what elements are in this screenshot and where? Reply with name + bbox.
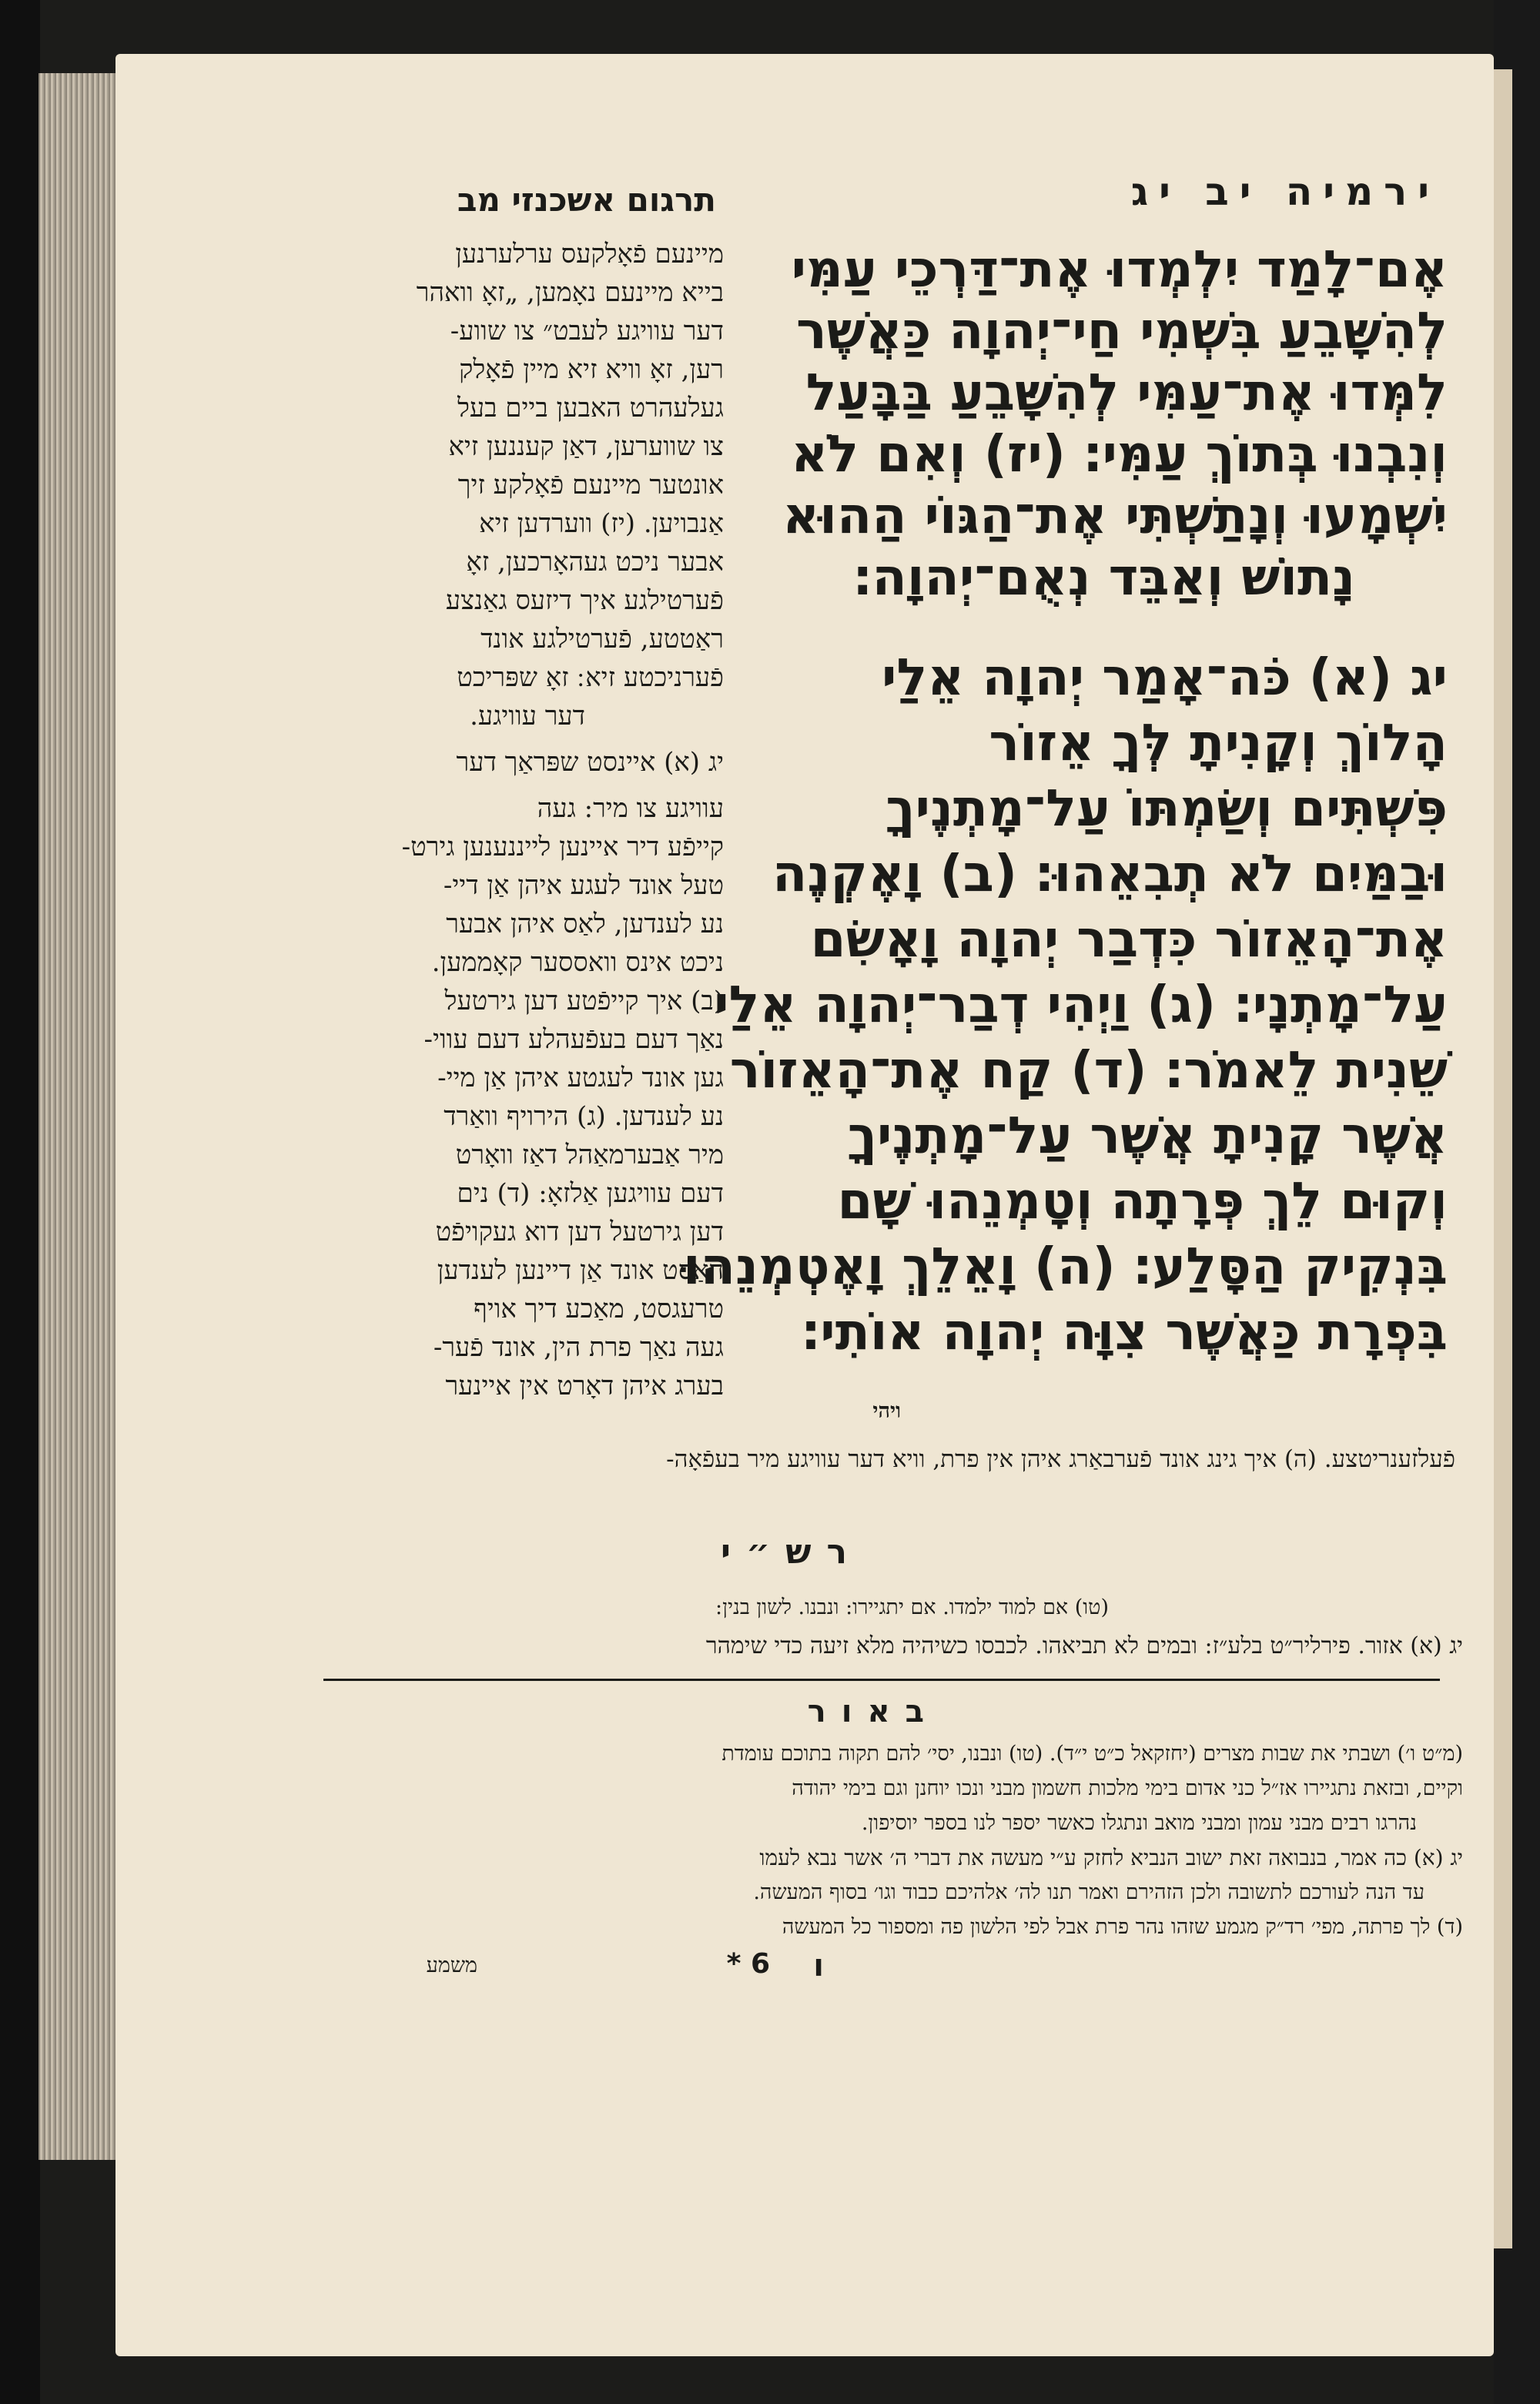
- translation-line: פֿערטילגע איך דיזעס גאַנצע: [445, 585, 724, 616]
- hebrew-line: פִּשְׁתִּים וְשַׂמְתּוֹ עַל־מָתְנֶיךָ: [886, 778, 1448, 838]
- translation-line: האַסט אונד אַן דיינען לענדען: [437, 1255, 724, 1286]
- translation-line: רען, זאָ וויא זיא מיין פֿאָלק: [459, 354, 724, 385]
- hebrew-line: שֵׁנִית לֵאמֹר׃ (ד) קַח אֶת־הָאֵזוֹר: [729, 1040, 1448, 1100]
- translation-line: געלעהרט האבען ביים בעל: [457, 393, 724, 424]
- translation-line: אבער ניכט געהאָרכען, זאָ: [466, 547, 724, 578]
- translation-continuation: פֿעלזענריטצע. (ה) איך גינג אונד פֿערבאַרג איהן אין פרת, וויא דער עוויגע מיר בעפֿאָה-: [666, 1445, 1455, 1473]
- hebrew-line: וּבַמַּיִם לֹא תְבִאֵהוּ׃ (ב) וָאֶקְנֶה: [772, 844, 1448, 903]
- rashi-line: יג (א) אזור. פירליר״ט בלע״ז: ובמים לא תביאהו. לכבסו כשיהיה מלא זיעה כדי שימהר: [705, 1632, 1463, 1659]
- translation-line: יג (א) איינסט שפּראַך דער: [456, 747, 724, 778]
- translation-line: דעם עוויגען אַלזאָ: (ד) נים: [457, 1178, 724, 1209]
- translation-line: דען גירטעל דען דוא געקויפֿט: [435, 1217, 724, 1247]
- translation-line: טעל אונד לעגע איהן אַן דיי-: [443, 870, 724, 901]
- signature-number: 6 *: [726, 1948, 770, 1980]
- book-page: [116, 54, 1494, 2356]
- running-head-translation: תרגום אשכנזי מב: [457, 181, 716, 219]
- hebrew-line: אֲשֶׁר קָנִיתָ אֲשֶׁר עַל־מָתְנֶיךָ: [847, 1106, 1448, 1165]
- translation-line: געה נאַך פרת הין, אונד פֿער-: [433, 1332, 724, 1363]
- hebrew-line: נָתוֹשׁ וְאַבֵּד נְאֻם־יְהוָה׃: [852, 547, 1355, 607]
- hebrew-line: בִּנְקִיק הַסָּלַע׃ (ה) וָאֵלֵךְ וָאֶטְמְנֵהוּ: [683, 1237, 1448, 1296]
- translation-line: דער עוויגע לעבט״ צו שווע-: [450, 316, 724, 347]
- translation-line: בייא מיינעם נאָמען, „זאָ וואהר: [416, 277, 724, 308]
- translation-line: מיר אַבערמאַהל דאַז וואָרט: [455, 1140, 724, 1170]
- rashi-line: (טו) אם למוד ילמדו. אם יתגיירו: ונבנו. לשון בנין:: [715, 1595, 1109, 1619]
- hebrew-line: וְקוּם לֵךְ פְּרָתָה וְטָמְנֵהוּ שָׁם: [837, 1171, 1448, 1230]
- biur-line: עד הנה לעורכם לתשובה ולכן הזהירם ואמר תנו לה׳ אלהיכם כבוד וגו׳ בסוף המעשה.: [753, 1880, 1424, 1904]
- hebrew-line: בִּפְרָת כַּאֲשֶׁר צִוָּה יְהוָה אוֹתִי׃: [801, 1302, 1448, 1361]
- translation-line: ניכט אינס וואססער קאָממען.: [431, 947, 724, 978]
- biur-title: באור: [807, 1694, 939, 1729]
- translation-line: נע לענדען. (ג) הירויף וואַרד: [444, 1101, 724, 1132]
- biur-line: (ד) לך פרתה, מפי׳ רד״ק מגמע שזהו נהר פרת אבל לפי הלשון פה ומספור כל המעשה: [782, 1915, 1463, 1939]
- translation-line: עוויגע צו מיר: געה: [537, 793, 724, 824]
- running-head-hebrew: ירמיה יב יג: [1130, 169, 1440, 214]
- hebrew-line: לְהִשָּׁבֵעַ בִּשְׁמִי חַי־יְהוָה כַּאֲשֶׁר: [795, 301, 1448, 360]
- translation-line: טרעגסט, מאַכע דיך אויף: [474, 1294, 724, 1324]
- translation-line: אונטער מיינעם פֿאָלקע זיך: [457, 470, 724, 501]
- hebrew-line: לִמְּדוּ אֶת־עַמִּי לְהִשָּׁבֵעַ בַּבָּעַל: [805, 363, 1448, 422]
- hebrew-line: אֶם־לָמַד יִלְמְדוּ אֶת־דַּרְכֵי עַמִּי: [791, 239, 1448, 299]
- translation-line: אַנבויען. (יז) ווערדען זיא: [479, 508, 724, 539]
- biur-line: נהרגו רבים מבני עמון ומבני מואב ונתגלו כאשר יספר לנו בספר יוסיפון.: [861, 1811, 1417, 1835]
- translation-line: בערג איהן דאָרט אין איינער: [445, 1371, 724, 1401]
- hebrew-catchword: ויהי: [872, 1399, 901, 1423]
- hebrew-line: יִשְׁמָעוּ וְנָתַשְׁתִּי אֶת־הַגּוֹי הַהוּא: [782, 486, 1448, 545]
- translation-line: דער עוויגע.: [470, 701, 585, 732]
- hebrew-line: וְנִבְנוּ בְּתוֹךְ עַמִּי׃ (יז) וְאִם לֹא: [791, 424, 1448, 484]
- book-spine-shadow: [0, 0, 40, 2404]
- footer-catchword: משמע: [426, 1954, 477, 1977]
- translation-line: צו שווערען, דאַן קעננען זיא: [448, 431, 724, 462]
- section-divider: [323, 1679, 1440, 1681]
- translation-line: מיינעם פֿאָלקעס ערלערנען: [455, 239, 724, 270]
- translation-line: (ב) איך קייפֿטע דען גירטעל: [444, 986, 724, 1016]
- hebrew-line: יג (א) כֹּה־אָמַר יְהוָה אֵלַי: [881, 648, 1448, 707]
- translation-line: ראַטטע, פֿערטילגע אונד: [480, 624, 724, 655]
- hebrew-line: עַל־מָתְנָי׃ (ג) וַיְהִי דְבַר־יְהוָה אֵלַי: [714, 975, 1448, 1034]
- translation-line: נע לענדען, לאַס איהן אבער: [446, 909, 724, 939]
- translation-line: קייפֿע דיר איינען לייננענען גירט-: [401, 832, 724, 862]
- biur-line: (מ״ט ו׳) ושבתי את שבות מצרים (יחזקאל כ״ט י״ד). (טו) ונבנו, יסי׳ להם תקוה בתוכם עומדת: [721, 1742, 1463, 1766]
- facing-page-edge: [1494, 69, 1512, 2248]
- biur-line: וקיים, ובזאת נתגיירו אז״ל כני אדום בימי מלכות חשמון מבני ונכו יוחנן וגם בימי יהודה: [792, 1776, 1463, 1800]
- rashi-title: רש״י: [720, 1532, 862, 1572]
- translation-line: גען אונד לעגטע איהן אַן מיי-: [437, 1063, 724, 1093]
- translation-line: נאַך דעם בעפֿעהלע דעם עווי-: [424, 1024, 724, 1055]
- translation-line: פֿערניכטע זיא ׃ זאָ שפּריכט: [457, 662, 724, 693]
- biur-line: יג (א) כה אמר, בנבואה זאת ישוב הנביא לחזק ע״י מעשה את דברי ה׳ אשר נבא לעמו: [759, 1845, 1463, 1870]
- hebrew-line: אֶת־הָאֵזוֹר כִּדְבַר יְהוָה וָאָשִׂם: [810, 909, 1448, 969]
- signature-mark: ו: [813, 1948, 824, 1984]
- hebrew-line: הָלוֹךְ וְקָנִיתָ לְּךָ אֵזוֹר: [989, 713, 1448, 772]
